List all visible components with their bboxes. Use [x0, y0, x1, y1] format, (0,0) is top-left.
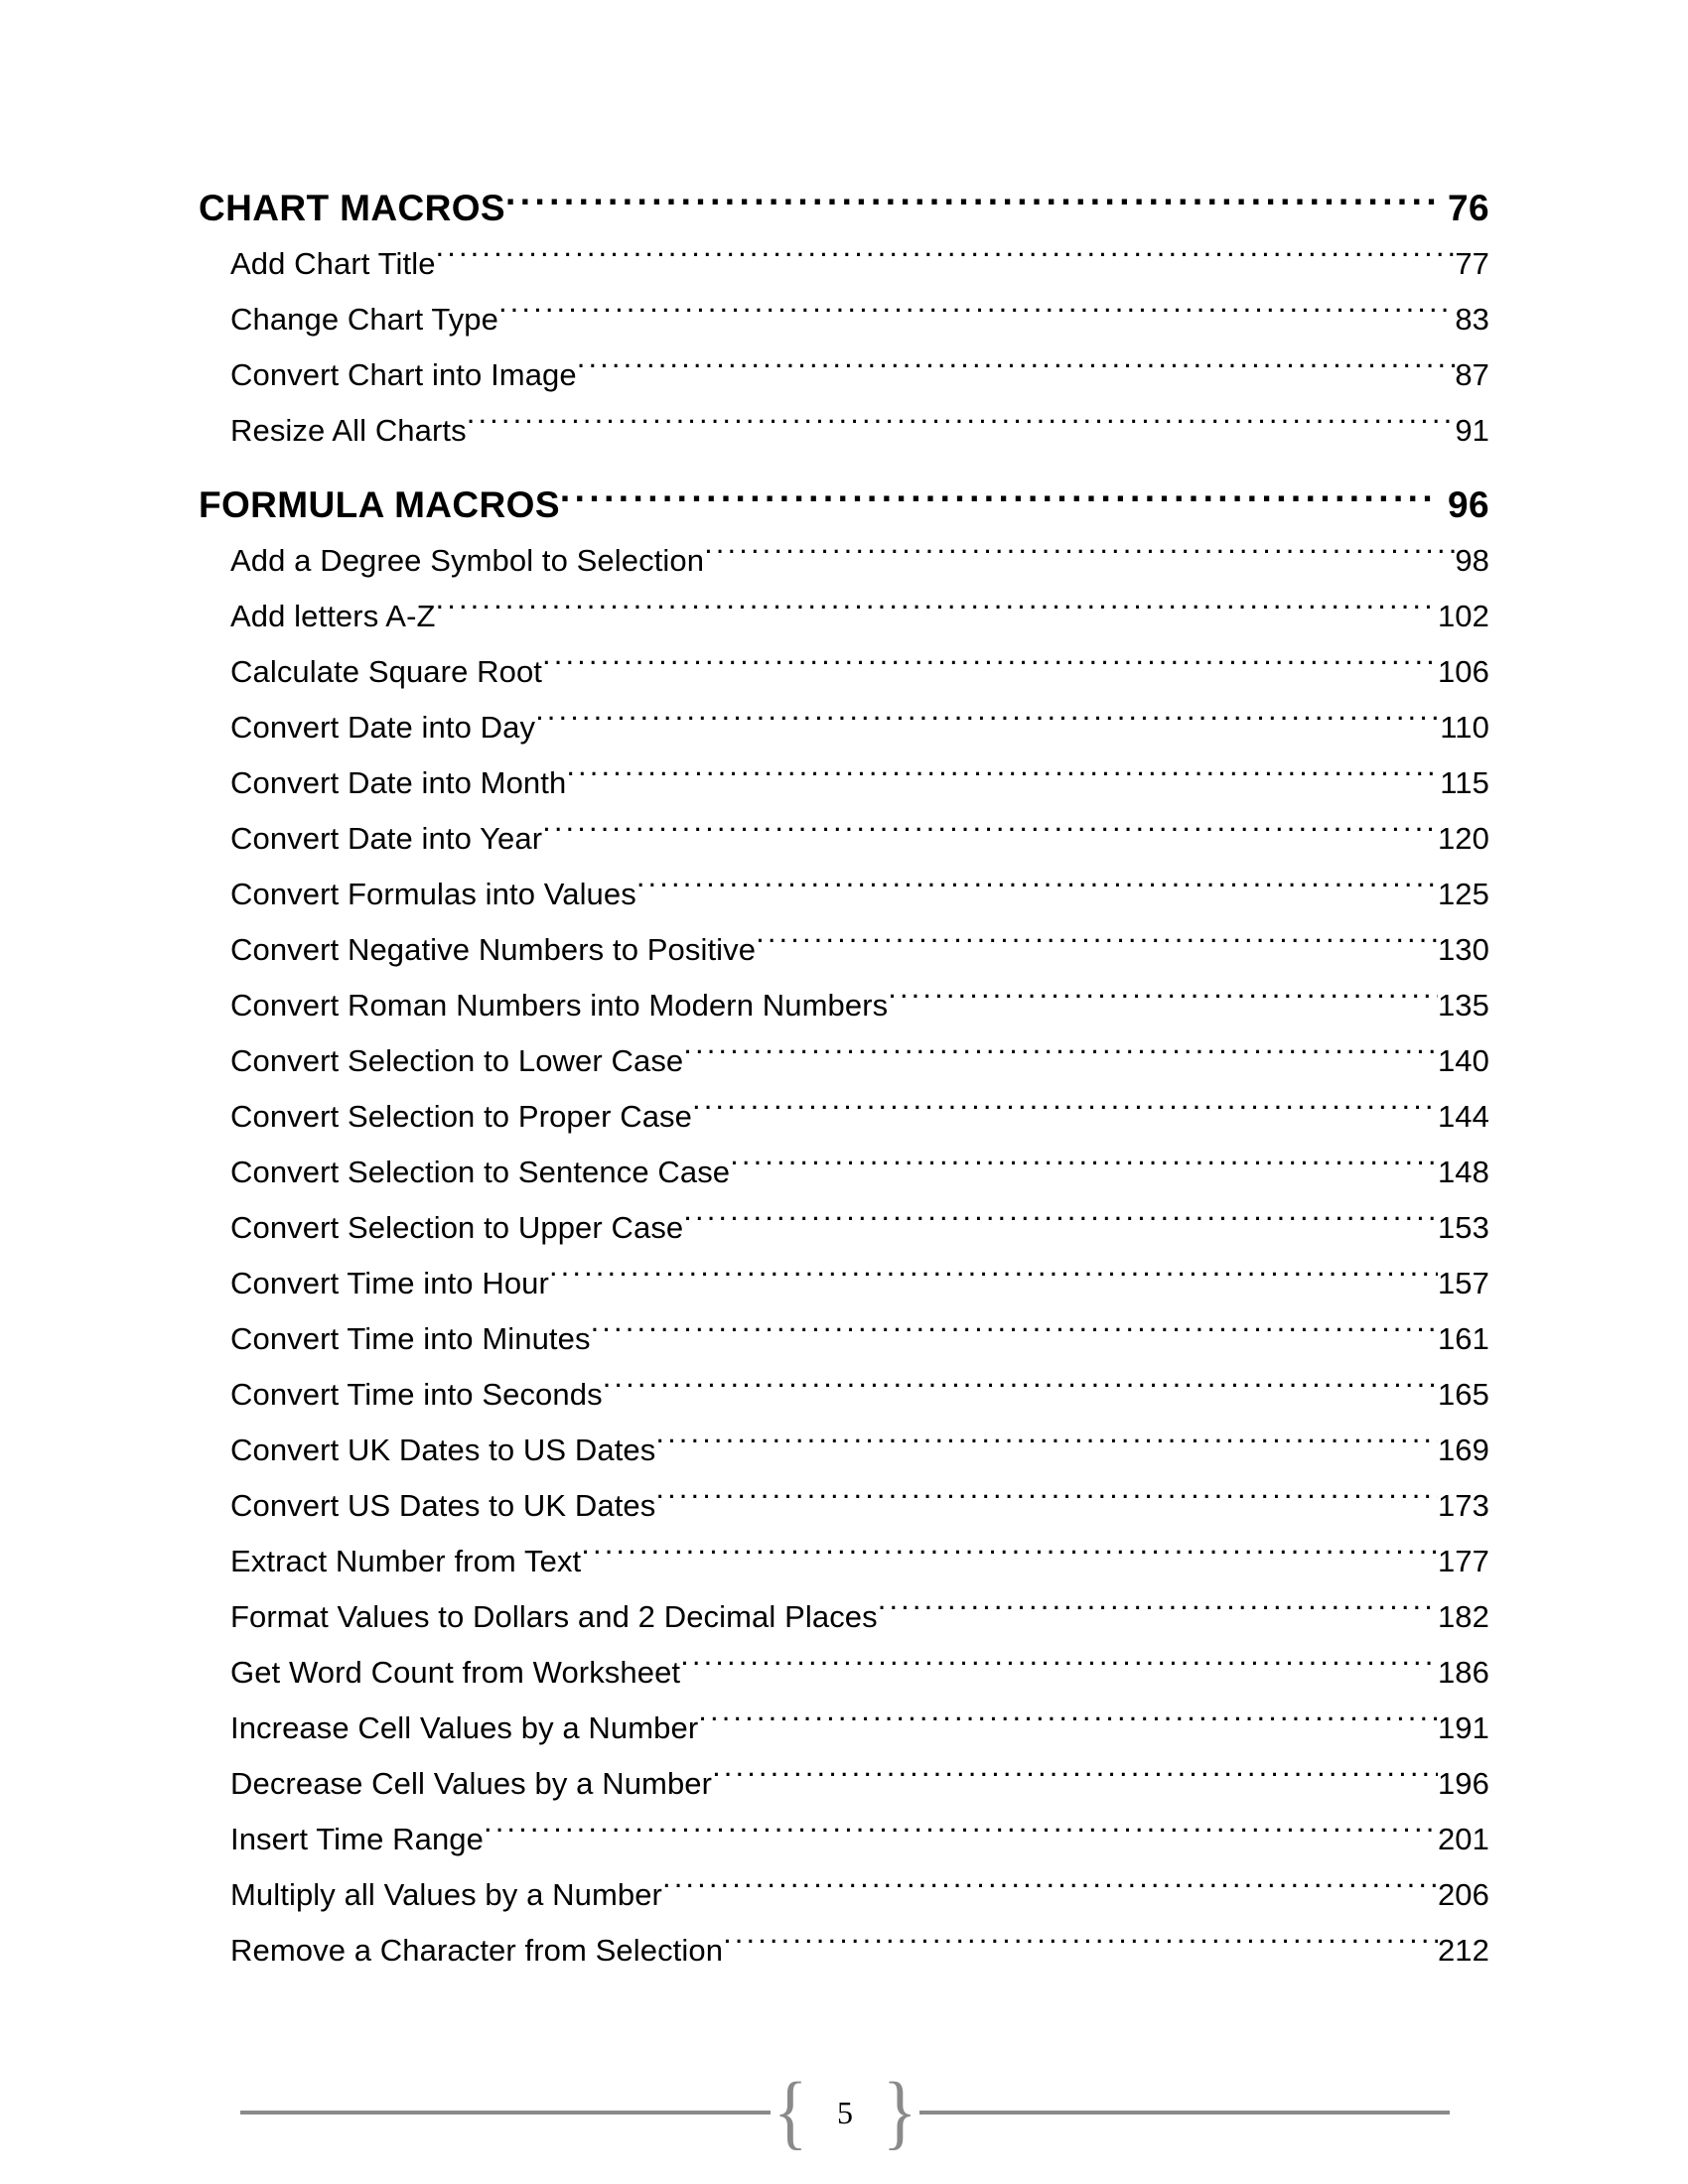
toc-entry-label: Add Chart Title — [230, 246, 436, 281]
toc-section-heading-label: CHART MACROS — [199, 188, 506, 228]
dot-leader — [591, 1318, 1438, 1349]
dot-leader — [683, 1207, 1438, 1238]
toc-entry-label: Multiply all Values by a Number — [230, 1877, 662, 1912]
toc-entry[interactable] — [230, 1145, 1489, 1200]
toc-section-heading[interactable] — [199, 181, 1489, 236]
toc-entry[interactable] — [230, 1423, 1489, 1478]
dot-leader — [698, 1707, 1438, 1738]
toc-entry-label: Extract Number from Text — [230, 1544, 582, 1578]
toc-entry-label: Remove a Character from Selection — [230, 1933, 724, 1968]
dot-leader — [484, 1819, 1438, 1849]
toc-entry[interactable] — [230, 644, 1489, 700]
dot-leader — [704, 540, 1455, 571]
toc-entry-label: Insert Time Range — [230, 1822, 484, 1856]
toc-entry-page-number: 196 — [1437, 1766, 1489, 1801]
dot-leader — [436, 596, 1438, 626]
toc-entry-page-number: 148 — [1437, 1155, 1489, 1189]
toc-entry[interactable] — [230, 1033, 1489, 1089]
toc-entry-label: Format Values to Dollars and 2 Decimal Places — [230, 1599, 878, 1634]
toc-entry[interactable] — [230, 1256, 1489, 1311]
toc-section-heading-label: FORMULA MACROS — [199, 484, 560, 525]
toc-entry-page-number: 201 — [1437, 1822, 1489, 1856]
dot-leader — [467, 410, 1456, 441]
toc-section-heading[interactable] — [199, 478, 1489, 533]
toc-entry-label: Convert Time into Seconds — [230, 1377, 603, 1412]
toc-entry[interactable] — [230, 811, 1489, 867]
dot-leader — [535, 707, 1440, 738]
toc-entry-label: Convert Date into Year — [230, 821, 543, 856]
toc-entry[interactable] — [230, 1645, 1489, 1701]
toc-entry[interactable] — [230, 755, 1489, 811]
footer-rule-left — [240, 2111, 771, 2115]
dot-leader — [692, 1096, 1438, 1127]
toc-entry[interactable] — [230, 1756, 1489, 1812]
toc-entry-page-number: 173 — [1437, 1488, 1489, 1523]
dot-leader — [888, 985, 1438, 1016]
toc-entry[interactable] — [230, 533, 1489, 589]
toc-entry-label: Increase Cell Values by a Number — [230, 1710, 699, 1745]
toc-entry[interactable] — [230, 1089, 1489, 1145]
dot-leader — [505, 184, 1438, 220]
dot-leader — [542, 651, 1438, 682]
toc-entry-page-number: 206 — [1437, 1877, 1489, 1912]
toc-entry-label: Convert Selection to Sentence Case — [230, 1155, 731, 1189]
toc-entry-page-number: 140 — [1437, 1043, 1489, 1078]
toc-entry-page-number: 161 — [1437, 1321, 1489, 1356]
toc-entry-page-number: 144 — [1437, 1099, 1489, 1134]
toc-entry-label: Convert UK Dates to US Dates — [230, 1433, 656, 1467]
dot-leader — [560, 480, 1438, 517]
dot-leader — [636, 874, 1438, 904]
dot-leader — [566, 762, 1440, 793]
toc-entry-label: Convert Negative Numbers to Positive — [230, 932, 757, 967]
dot-leader — [549, 1263, 1438, 1294]
toc-entry-page-number: 115 — [1440, 765, 1489, 800]
dot-leader — [878, 1596, 1438, 1627]
toc-entry-page-number: 77 — [1455, 246, 1489, 281]
toc-entry-page-number: 83 — [1455, 302, 1489, 337]
toc-entry-label: Calculate Square Root — [230, 654, 543, 689]
toc-entry[interactable] — [230, 1367, 1489, 1423]
page-footer: { 5 } — [240, 2083, 1450, 2142]
toc-entry-page-number: 106 — [1437, 654, 1489, 689]
toc-entry-label: Decrease Cell Values by a Number — [230, 1766, 713, 1801]
toc-entry[interactable] — [230, 1867, 1489, 1923]
toc-entry[interactable] — [230, 700, 1489, 755]
footer-page-number: 5 — [837, 2095, 853, 2130]
toc-entry-page-number: 91 — [1455, 413, 1489, 448]
toc-entry[interactable] — [230, 1589, 1489, 1645]
toc-entry-page-number: 169 — [1437, 1433, 1489, 1467]
toc-entry-label: Add letters A-Z — [230, 599, 436, 633]
toc-entry[interactable] — [230, 1923, 1489, 1979]
toc-entry[interactable] — [230, 1534, 1489, 1589]
dot-leader — [756, 929, 1438, 960]
toc-entry[interactable] — [230, 1311, 1489, 1367]
toc-entry-label: Change Chart Type — [230, 302, 498, 337]
toc-entry-page-number: 98 — [1455, 543, 1489, 578]
toc-entry-page-number: 102 — [1437, 599, 1489, 633]
toc-entry-label: Convert Date into Month — [230, 765, 567, 800]
toc-entry-label: Convert Time into Hour — [230, 1266, 549, 1300]
toc-entry-page-number: 191 — [1437, 1710, 1489, 1745]
toc-entry-page-number: 182 — [1437, 1599, 1489, 1634]
toc-entry-label: Convert Date into Day — [230, 710, 536, 745]
toc-entry-page-number: 135 — [1437, 988, 1489, 1023]
dot-leader — [683, 1040, 1438, 1071]
toc-entry-page-number: 153 — [1437, 1210, 1489, 1245]
toc-entry-label: Add a Degree Symbol to Selection — [230, 543, 705, 578]
dot-leader — [436, 243, 1456, 274]
toc-entry[interactable] — [230, 1701, 1489, 1756]
toc-entry[interactable] — [230, 236, 1489, 292]
dot-leader — [662, 1874, 1438, 1905]
toc-entry-label: Convert Selection to Proper Case — [230, 1099, 692, 1134]
dot-leader — [542, 818, 1438, 849]
toc-entry-page-number: 110 — [1440, 710, 1489, 745]
toc-entry-page-number: 177 — [1437, 1544, 1489, 1578]
dot-leader — [680, 1652, 1438, 1683]
dot-leader — [655, 1430, 1438, 1460]
toc-entry-label: Resize All Charts — [230, 413, 467, 448]
toc-entry-label: Convert Selection to Upper Case — [230, 1210, 684, 1245]
toc-entry-label: Convert US Dates to UK Dates — [230, 1488, 656, 1523]
toc-entry[interactable] — [230, 347, 1489, 403]
toc-entry[interactable] — [230, 922, 1489, 978]
toc-entry-label: Convert Time into Minutes — [230, 1321, 591, 1356]
toc-entry-label: Convert Formulas into Values — [230, 877, 636, 911]
toc-entry-page-number: 87 — [1455, 357, 1489, 392]
toc-entry-label: Convert Selection to Lower Case — [230, 1043, 684, 1078]
toc-entry-page-number: 165 — [1437, 1377, 1489, 1412]
toc-entry[interactable] — [230, 1478, 1489, 1534]
toc-entry[interactable] — [230, 1812, 1489, 1867]
toc-entry-page-number: 212 — [1437, 1933, 1489, 1968]
toc-entry[interactable] — [230, 589, 1489, 644]
toc-entry-label: Convert Roman Numbers into Modern Numbers — [230, 988, 889, 1023]
toc-entry-page-number: 120 — [1437, 821, 1489, 856]
dot-leader — [730, 1152, 1438, 1182]
footer-rule-right — [919, 2111, 1450, 2115]
dot-leader — [655, 1485, 1438, 1516]
dot-leader — [603, 1374, 1438, 1405]
toc-entry-page-number: 186 — [1437, 1655, 1489, 1690]
dot-leader — [712, 1763, 1438, 1794]
toc-section-page-number: 96 — [1448, 484, 1489, 525]
toc-entry[interactable] — [230, 867, 1489, 922]
toc-entry-page-number: 157 — [1437, 1266, 1489, 1300]
toc-entry-page-number: 125 — [1437, 877, 1489, 911]
toc-entry-label: Convert Chart into Image — [230, 357, 577, 392]
dot-leader — [723, 1930, 1438, 1961]
toc-section-page-number: 76 — [1448, 188, 1489, 228]
toc-entry[interactable] — [230, 403, 1489, 459]
toc-entry[interactable] — [230, 1200, 1489, 1256]
toc-entry[interactable] — [230, 292, 1489, 347]
toc-entry-label: Get Word Count from Worksheet — [230, 1655, 681, 1690]
dot-leader — [577, 354, 1456, 385]
dot-leader — [581, 1541, 1438, 1571]
toc-entry-page-number: 130 — [1437, 932, 1489, 967]
dot-leader — [498, 299, 1455, 330]
table-of-contents — [199, 181, 1489, 1979]
toc-entry[interactable] — [230, 978, 1489, 1033]
